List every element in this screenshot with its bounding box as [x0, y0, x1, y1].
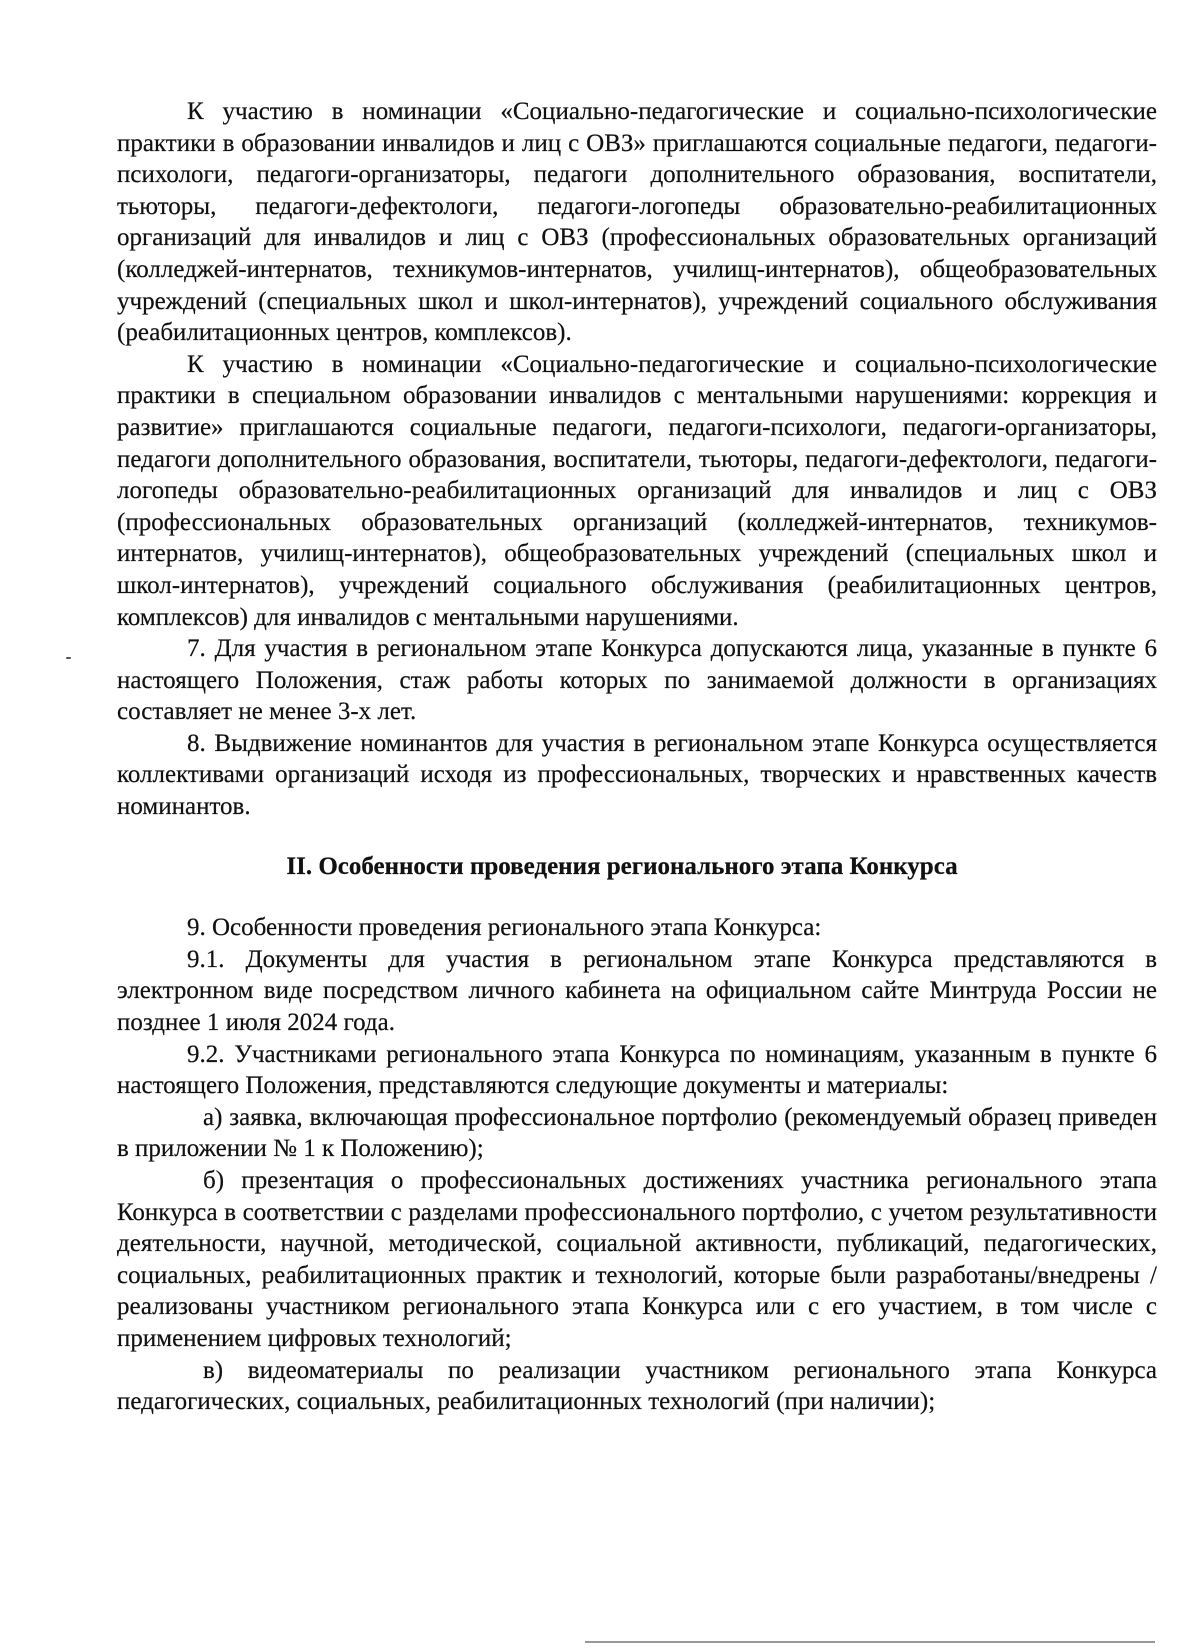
list-item-v: в) видеоматериалы по реализации участником регионального этапа Конкурса педагогических, социальных, реабилитационных технологий (при наличии); — [117, 1356, 1157, 1416]
paragraph-nomination-ovz: К участию в номинации «Социально-педагогические и социально-психологические практики в образовании инвалидов и лиц с ОВЗ» приглашаются социальные педагоги, педагоги-психологи, педагоги-организаторы, педагоги дополнительного образования, воспитатели, тьюторы, педагоги-дефектологи, педагоги-логопеды образовательно-реабилитационных организаций для инвалидов и лиц с ОВЗ (профессиональных образовательных организаций (колледжей-интернатов, техникумов-интернатов, училищ-интернатов), общеобразовательных учреждений (специальных школ и школ-интернатов), учреждений социального обслуживания (реабилитационных центров, комплексов). — [117, 98, 1157, 347]
paragraph-item-9: 9. Особенности проведения регионального этапа Конкурса: — [187, 914, 822, 942]
paragraph-item-7: 7. Для участия в региональном этапе Конкурса допускаются лица, указанные в пункте 6 настоящего Положения, стаж работы которых по занимаемой должности в организациях составляет не менее 3-х лет. — [117, 635, 1157, 726]
section-heading: II. Особенности проведения регионального этапа Конкурса — [286, 852, 958, 880]
paragraph-item-9-2: 9.2. Участниками регионального этапа Конкурса по номинациям, указанным в пункте 6 настоящего Положения, представляются следующие документы и материалы: — [117, 1040, 1157, 1100]
paragraph-nomination-mental: К участию в номинации «Социально-педагогические и социально-психологические практики в специальном образовании инвалидов с ментальными нарушениями: коррекция и развитие» приглашаются социальные педагоги, педагоги-психологи, педагоги-организаторы, педагоги дополнительного образования, воспитатели, тьюторы, педагоги-дефектологи, педагоги-логопеды образовательно-реабилитационных организаций для инвалидов и лиц с ОВЗ (профессиональных образовательных организаций (колледжей-интернатов, техникумов-интернатов, училищ-интернатов), общеобразовательных учреждений (специальных школ и школ-интернатов), учреждений социального обслуживания (реабилитационных центров, комплексов) для инвалидов с ментальными нарушениями. — [117, 350, 1157, 631]
page-bottom-rule — [585, 1641, 1155, 1643]
list-item-b: б) презентация о профессиональных достижениях участника регионального этапа Конкурса в соответствии с разделами профессионального портфолио, с учетом результативности деятельности, научной, методической, социальной активности, публикаций, педагогических, социальных, реабилитационных практик и технологий, которые были разработаны/внедрены /реализованы участником регионального этапа Конкурса или с его участием, в том числе с применением цифровых технологий; — [117, 1167, 1157, 1352]
document-body — [117, 96, 1157, 1418]
paragraph-item-9-1: 9.1. Документы для участия в региональном этапе Конкурса представляются в электронном виде посредством личного кабинета на официальном сайте Минтруда России не позднее 1 июля 2024 года. — [117, 945, 1157, 1037]
paragraph-item-8: 8. Выдвижение номинантов для участия в региональном этапе Конкурса осуществляется коллективами организаций исходя из профессиональных, творческих и нравственных качеств номинантов. — [117, 729, 1157, 821]
scan-speck — [66, 657, 71, 659]
list-item-a: а) заявка, включающая профессиональное портфолио (рекомендуемый образец приведен в приложении № 1 к Положению); — [117, 1103, 1157, 1163]
